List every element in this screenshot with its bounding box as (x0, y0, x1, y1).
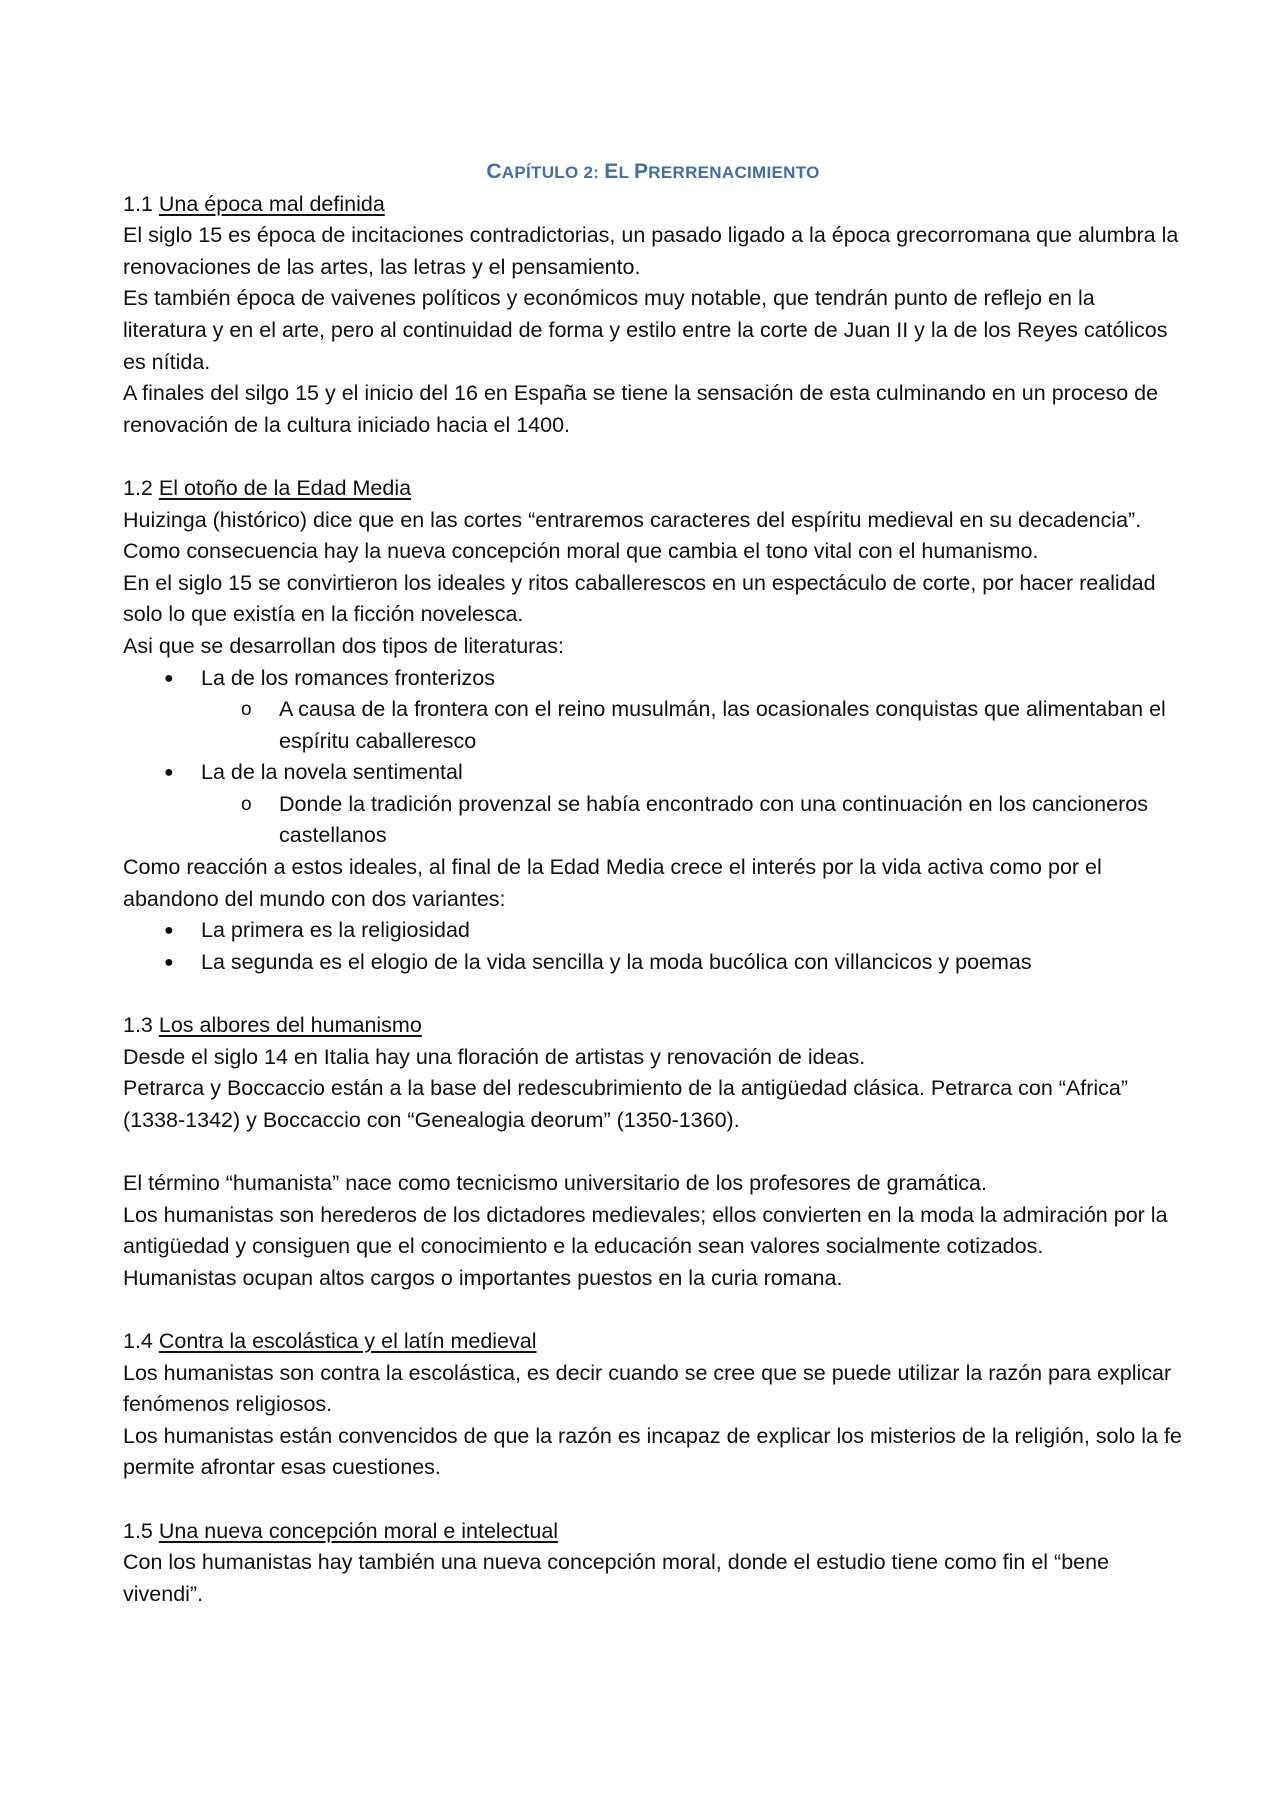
bullet-list (123, 915, 1183, 978)
paragraph: Desde el siglo 14 en Italia hay una floración de artistas y renovación de ideas. (123, 1044, 866, 1069)
paragraph: Como reacción a estos ideales, al final de la Edad Media crece el interés por la vida activa como por el abandono del mundo con dos variantes: (123, 855, 1102, 911)
paragraph: En el siglo 15 se convirtieron los ideales y ritos caballerescos en un espectáculo de corte, por hacer realidad solo lo que existía en la ficción novelesca. (123, 570, 1156, 627)
section-heading: 1.4 Contra la escolástica y el latín medieval (123, 1328, 537, 1353)
list-item: ● La de la novela sentimental o Donde la tradición provenzal se había encontrado con una continuación en los cancioneros castellanos (123, 757, 1183, 852)
paragraph: El siglo 15 es época de incitaciones contradictorias, un pasado ligado a la época grecorromana que alumbra la renovaciones de las artes, las letras y el pensamiento. (123, 223, 1179, 279)
paragraph: Es también época de vaivenes políticos y económicos muy notable, que tendrán punto de reflejo en la literatura y en el arte, pero al continuidad de forma y estilo entre la corte de Juan II y la de los Reyes católicos es nítida. (123, 286, 1168, 374)
bullet-icon: ● (164, 669, 174, 687)
list-item: ● La segunda es el elogio de la vida sencilla y la moda bucólica con villancicos y poemas (123, 947, 1183, 979)
section-heading: 1.5 Una nueva concepción moral e intelectual (123, 1518, 559, 1543)
bullet-list (123, 663, 1183, 853)
paragraph: Los humanistas están convencidos de que la razón es incapaz de explicar los misterios de la religión, solo la fe permite afrontar esas cuestiones. (123, 1423, 1182, 1480)
circle-bullet-icon: o (241, 793, 252, 815)
paragraph: Los humanistas son herederos de los dictadores medievales; ellos convierten en la moda la admiración por la antigüedad y consiguen que el conocimiento e la educación sean valores socialmente cotizados. (123, 1202, 1168, 1259)
paragraph: Huizinga (histórico) dice que en las cortes “entraremos caracteres del espíritu medieval en su decadencia”. Como consecuencia hay la nueva concepción moral que cambia el tono vital con el humanismo. (123, 507, 1142, 564)
paragraph: Petrarca y Boccaccio están a la base del redescubrimiento de la antigüedad clásica. Petrarca con “Africa” (1338-1342) y Boccaccio con “Genealogia deorum” (1350-1360). (123, 1076, 1129, 1132)
section-heading: 1.3 Los albores del humanismo (123, 1013, 422, 1038)
document-page (123, 156, 1183, 1610)
paragraph: Humanistas ocupan altos cargos o importantes puestos en la curia romana. (123, 1265, 843, 1290)
bullet-icon: ● (164, 764, 174, 782)
list-item: ● La primera es la religiosidad (123, 915, 1183, 947)
section-heading: 1.2 El otoño de la Edad Media (123, 475, 412, 500)
circle-bullet-icon: o (241, 699, 252, 721)
paragraph: El término “humanista” nace como tecnicismo universitario de los profesores de gramática. (123, 1171, 987, 1195)
sub-list-item: o A causa de la frontera con el reino musulmán, las ocasionales conquistas que alimentaban el espíritu caballeresco (123, 694, 1183, 757)
paragraph: Asi que se desarrollan dos tipos de literaturas: (123, 633, 564, 658)
section-heading: 1.1 Una época mal definida (123, 191, 385, 216)
list-item: ● La de los romances fronterizos o A causa de la frontera con el reino musulmán, las ocasionales conquistas que alimentaban el espíritu caballeresco (123, 663, 1183, 758)
paragraph: Con los humanistas hay también una nueva concepción moral, donde el estudio tiene como fin el “bene vivendi”. (123, 1550, 1110, 1606)
bullet-icon: ● (164, 953, 174, 971)
sub-list (201, 694, 1183, 757)
sub-list-item: o Donde la tradición provenzal se había encontrado con una continuación en los cancioneros castellanos (123, 789, 1183, 852)
bullet-icon: ● (164, 922, 174, 940)
chapter-title: CAPÍTULO 2: EL PRERRENACIMIENTO (486, 160, 820, 183)
sub-list (201, 789, 1183, 852)
paragraph: A finales del silgo 15 y el inicio del 16 en España se tiene la sensación de esta culminando en un proceso de renovación de la cultura iniciado hacia el 1400. (123, 381, 1159, 437)
paragraph: Los humanistas son contra la escolástica, es decir cuando se cree que se puede utilizar la razón para explicar fenómenos religiosos. (123, 1360, 1172, 1417)
